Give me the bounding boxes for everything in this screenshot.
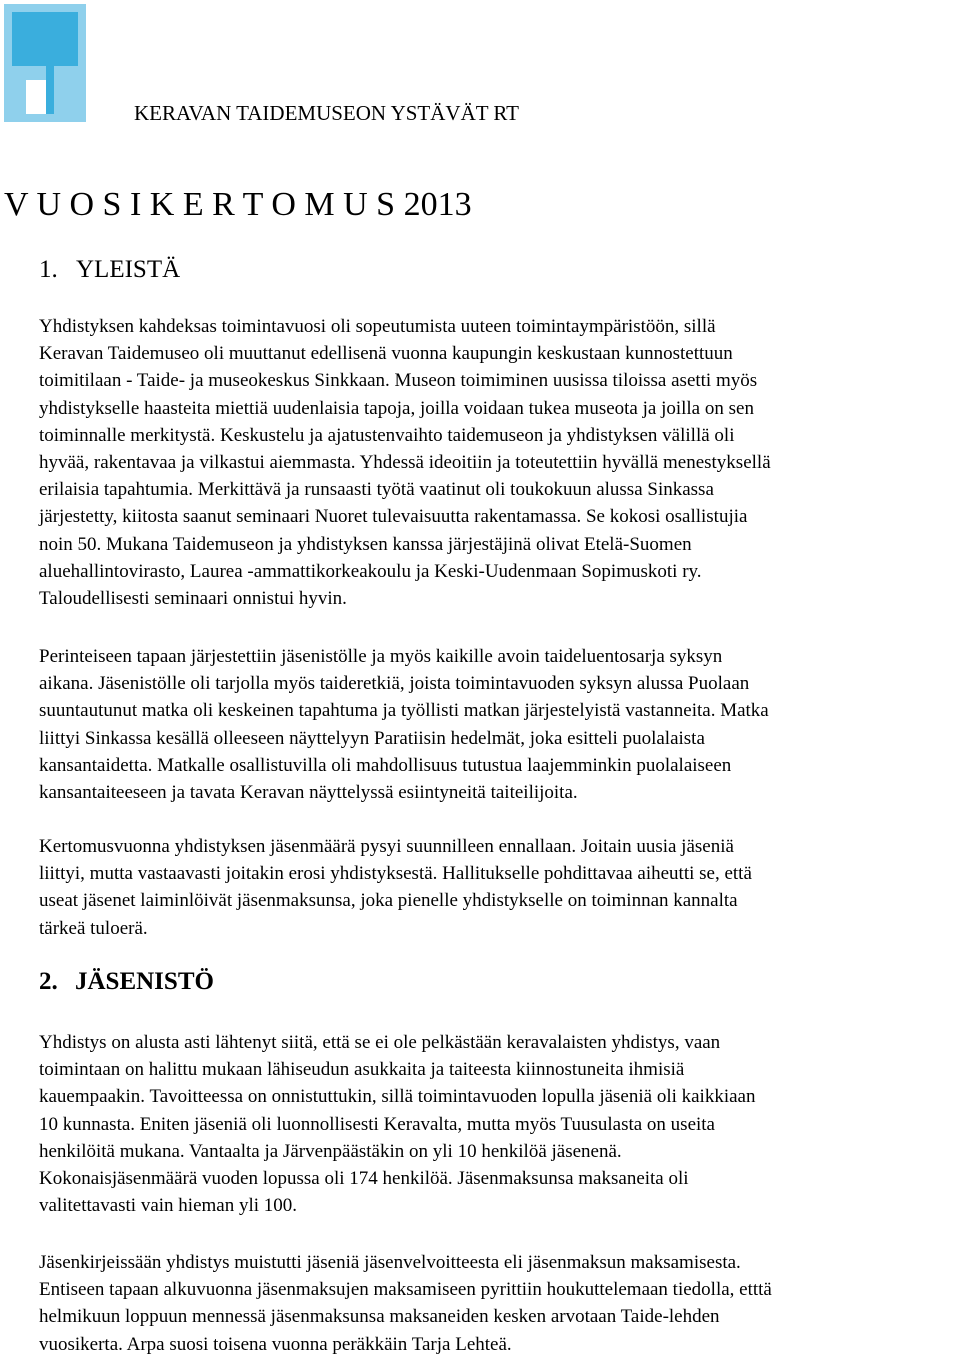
text-line: Perinteiseen tapaan järjestettiin jäsenistölle ja myös kaikille avoin taideluentosarja syksyn [39,646,723,667]
text-line: yhdistykselle haasteita miettiä uudenlaisia tapoja, joilla voidaan tukea museota ja joilla on sen [39,397,754,419]
text-line: kansantaidetta. Matkalle osallistuvilla oli mahdollisuus tutustua laajemminkin puolalaiseen [39,754,732,776]
text-line: Yhdistys on alusta asti lähtenyt siitä, että se ei ole pelkästään keravalaisten yhdistys, vaan [39,1032,721,1053]
report-title: V U O S I K E R T O M U S 2013 [4,186,472,223]
text-line: toimintaan on halittu mukaan lähiseudun asukkaita ja taiteesta kiinnostuneita ihmisiä [39,1059,685,1081]
text-line: Entiseen tapaan alkuvuonna jäsenmaksujen maksamiseen pyrittiin houkuttelemaan tiedolla, etttä [39,1279,772,1301]
paragraph-yleista-2 [39,643,939,806]
text-line: toiminnalle merkitystä. Keskustelu ja ajatustenvaihto taidemuseon ja yhdistyksen välillä oli [39,424,735,446]
organization-name: KERAVAN TAIDEMUSEON YSTÄVÄT RT [134,101,520,125]
paragraph-yleista-3 [39,833,939,942]
text-line: aluehallintovirasto, Laurea -ammattikorkeakoulu ja Keski-Uudenmaan Sopimuskoti ry. [39,560,702,582]
text-line: valitettavasti vain hieman yli 100. [39,1195,298,1217]
text-line: Keravan Taidemuseo oli muuttanut edellisenä vuonna kaupungin keskustaan kunnostettuun [39,343,733,365]
paragraph-jasenisto-1 [39,1029,939,1219]
text-line: Kokonaisjäsenmäärä vuoden lopussa oli 174 henkilöä. Jäsenmaksunsa maksaneita oli [39,1168,689,1190]
text-line: noin 50. Mukana Taidemuseon ja yhdistyksen kanssa järjestäjinä olivat Etelä-Suomen [39,533,692,555]
text-line: liittyi Sinkassa kesällä olleeseen näyttelyyn Paratiisin hedelmät, joka esitteli puolalaista [39,727,705,749]
paragraph-yleista-1 [39,313,939,612]
paragraph-jasenisto-2 [39,1249,939,1358]
section-number: 1. [39,256,58,283]
text-line: tärkeä tuloerä. [39,917,148,939]
section-heading-jasenisto [39,966,214,998]
text-line: suuntautunut matka oli keskeinen tapahtuma ja työllisti matkan järjestelyistä vastanneita. Matka [39,700,769,722]
text-line: Yhdistyksen kahdeksas toimintavuosi oli sopeutumista uuteen toimintaympäristöön, sillä [39,316,716,337]
text-line: vuosikerta. Arpa suosi toisena vuonna peräkkäin Tarja Lehteä. [39,1333,512,1355]
text-line: järjestetty, kiitosta saanut seminaari Nuoret tulevaisuutta rakentamassa. Se kokosi osallistujia [39,506,748,528]
section-heading-yleista [39,254,180,286]
section-title: YLEISTÄ [76,256,181,283]
text-line: Jäsenkirjeissään yhdistys muistutti jäseniä jäsenvelvoitteesta eli jäsenmaksun maksamisesta. [39,1252,741,1273]
text-line: Taloudellisesti seminaari onnistui hyvin. [39,588,347,610]
text-line: henkilöitä mukana. Vantaalta ja Järvenpäästäkin on yli 10 henkilöä jäsenenä. [39,1140,622,1162]
text-line: useat jäsenet laiminlöivät jäsenmaksunsa, joka pienelle yhdistykselle on toiminnan kannalta [39,890,738,912]
text-line: 10 kunnasta. Eniten jäseniä oli luonnollisesti Keravalta, mutta myös Tuusulasta on useita [39,1113,715,1135]
text-line: kauempaakin. Tavoitteessa on onnistuttukin, sillä toimintavuoden lopulla jäseniä oli kaikkiaan [39,1086,756,1108]
text-line: Kertomusvuonna yhdistyksen jäsenmäärä pysyi suunnilleen ennallaan. Joitain uusia jäseniä [39,836,734,857]
text-line: helmikuun loppuun mennessä jäsenmaksunsa maksaneiden kesken arvotaan Taide-lehden [39,1306,720,1328]
section-number: 2. [39,968,58,995]
text-line: aikana. Jäsenistölle oli tarjolla myös taideretkiä, joista toimintavuoden syksyn alussa Puolaan [39,673,750,695]
text-line: hyvää, rakentavaa ja vilkastui aiemmasta. Yhdessä ideoitiin ja toteutettiin hyvällä menestyksellä [39,452,771,474]
section-title: JÄSENISTÖ [75,968,214,995]
text-line: liittyi, mutta vastaavasti joitakin erosi yhdistyksestä. Hallitukselle pohdittavaa aiheutti se, että [39,863,752,885]
text-line: erilaisia tapahtumia. Merkittävä ja runsaasti työtä vaatinut oli toukokuun alussa Sinkassa [39,479,714,501]
text-line: kansantaiteeseen ja tavata Keravan näyttelyssä esiintyneitä taiteilijoita. [39,782,578,804]
keravan-taidemuseo-logo-icon [4,4,86,122]
text-line: toimitilaan - Taide- ja museokeskus Sinkkaan. Museon toimiminen uusissa tiloissa asetti myös [39,370,758,392]
